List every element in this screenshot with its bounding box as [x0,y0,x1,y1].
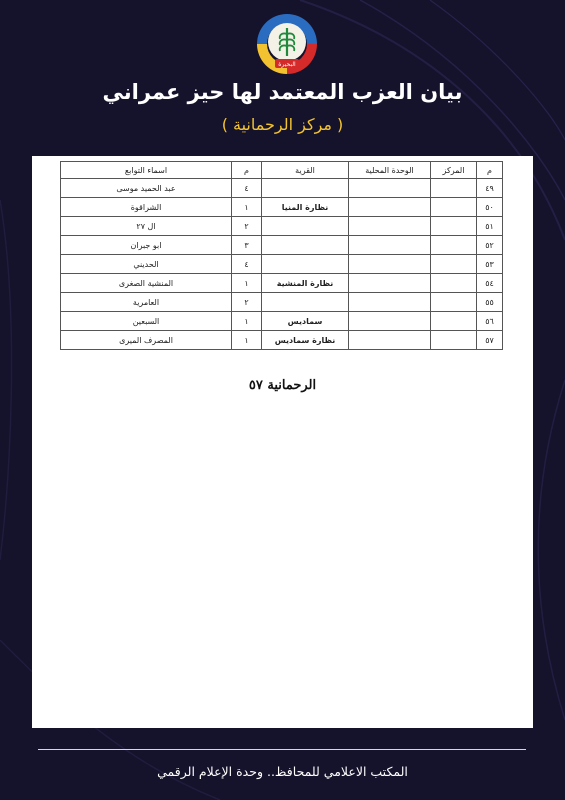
cell-local-unit [349,217,431,236]
cell-local-unit [349,198,431,217]
cell-markaz [431,179,477,198]
cell-markaz [431,255,477,274]
cell-sub-num: ١ [232,198,262,217]
cell-dependency: المنشية الصغرى [61,274,232,293]
cell-num: ٥٦ [477,312,503,331]
cell-local-unit [349,331,431,350]
cell-dependency: السبعين [61,312,232,331]
table-row [61,236,503,255]
cell-village [262,293,349,312]
table-row [61,255,503,274]
footer-divider [38,749,526,750]
cell-village [262,255,349,274]
table-row [61,331,503,350]
col-header-village: القرية [262,162,349,179]
cell-local-unit [349,293,431,312]
cell-dependency: العامرية [61,293,232,312]
cell-markaz [431,236,477,255]
cell-markaz [431,331,477,350]
cell-dependency: ابو جبران [61,236,232,255]
col-header-num: م [477,162,503,179]
cell-num: ٥٠ [477,198,503,217]
cell-num: ٥٧ [477,331,503,350]
cell-num: ٥٢ [477,236,503,255]
document-sheet [32,156,533,728]
page-subtitle: ( مركز الرحمانية ) [221,115,344,134]
cell-sub-num: ٢ [232,217,262,236]
cell-village [262,179,349,198]
cell-village [262,236,349,255]
cell-markaz [431,312,477,331]
col-header-markaz: المركز [431,162,477,179]
col-header-dependencies: اسماء التوابع [61,162,232,179]
cell-village: نظارة المنشية [262,274,349,293]
cell-sub-num: ٤ [232,179,262,198]
cell-sub-num: ١ [232,274,262,293]
table-row [61,274,503,293]
cell-dependency: المصرف الميرى [61,331,232,350]
page-title: بيان العزب المعتمد لها حيز عمراني [102,80,463,104]
table-header-row [61,162,503,179]
total-count: الرحمانية ٥٧ [248,378,317,393]
cell-local-unit [349,274,431,293]
cell-sub-num: ١ [232,331,262,350]
cell-num: ٥٤ [477,274,503,293]
cell-sub-num: ٢ [232,293,262,312]
cell-dependency: عبد الحميد موسى [61,179,232,198]
cell-local-unit [349,236,431,255]
cell-sub-num: ٣ [232,236,262,255]
cell-local-unit [349,255,431,274]
villages-table [60,161,503,350]
cell-sub-num: ١ [232,312,262,331]
cell-village [262,217,349,236]
cell-markaz [431,198,477,217]
cell-dependency: الحديني [61,255,232,274]
cell-sub-num: ٤ [232,255,262,274]
cell-village: سماديس [262,312,349,331]
footer-text: المكتب الاعلامي للمحافظ.. وحدة الإعلام الرقمي [157,764,408,779]
cell-num: ٥٥ [477,293,503,312]
cell-markaz [431,293,477,312]
cell-num: ٥٣ [477,255,503,274]
col-header-sub-num: م [232,162,262,179]
cell-num: ٥١ [477,217,503,236]
cell-num: ٤٩ [477,179,503,198]
cell-local-unit [349,312,431,331]
cell-local-unit [349,179,431,198]
table-row [61,198,503,217]
logo-label: البحيرة [278,61,296,68]
table-row [61,217,503,236]
col-header-local-unit: الوحدة المحلية [349,162,431,179]
governorate-logo [249,4,325,76]
table-row [61,179,503,198]
cell-village: نظارة المنيا [262,198,349,217]
table-row [61,312,503,331]
cell-markaz [431,274,477,293]
cell-village: نظارة سماديس [262,331,349,350]
cell-dependency: ال ٢٧ [61,217,232,236]
table-row [61,293,503,312]
cell-markaz [431,217,477,236]
cell-dependency: الشراقوة [61,198,232,217]
